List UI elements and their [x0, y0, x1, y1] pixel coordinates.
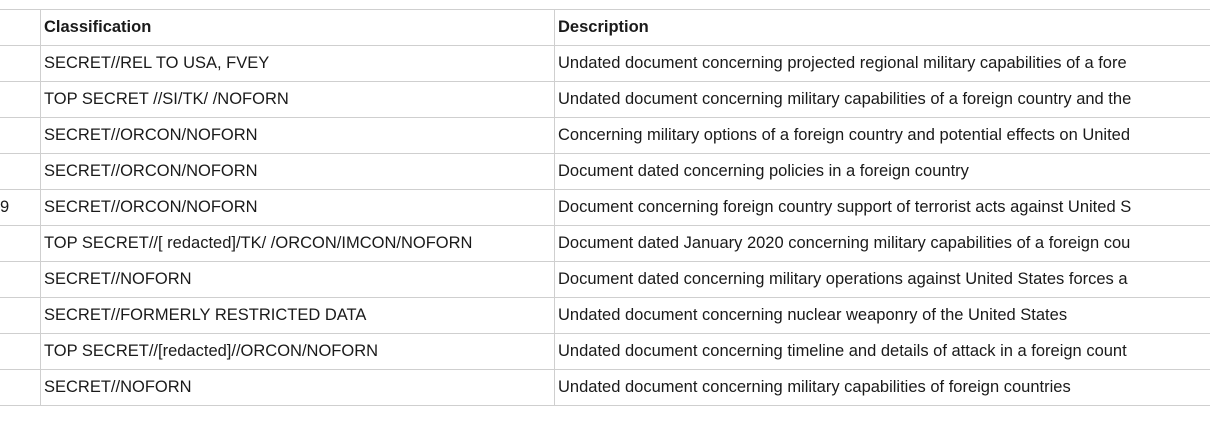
table-header [0, 10, 1210, 46]
row-classification: SECRET//ORCON/NOFORN [41, 118, 555, 154]
table-row [0, 118, 1210, 154]
row-classification: SECRET//FORMERLY RESTRICTED DATA [41, 298, 555, 334]
row-number [0, 154, 41, 190]
row-number [0, 82, 41, 118]
row-classification: SECRET//NOFORN [41, 262, 555, 298]
row-classification: SECRET//REL TO USA, FVEY [41, 46, 555, 82]
table-row [0, 190, 1210, 226]
table-row [0, 370, 1210, 406]
table-body [0, 46, 1210, 406]
row-number [0, 370, 41, 406]
header-number [0, 10, 41, 46]
header-description: Description [555, 10, 1210, 46]
row-description: Concerning military options of a foreign country and potential effects on United [555, 118, 1210, 154]
row-description: Undated document concerning nuclear weaponry of the United States [555, 298, 1210, 334]
row-description: Undated document concerning military capabilities of foreign countries [555, 370, 1210, 406]
table-row [0, 226, 1210, 262]
row-number [0, 118, 41, 154]
row-number [0, 262, 41, 298]
row-description: Undated document concerning projected regional military capabilities of a fore [555, 46, 1210, 82]
header-row [0, 10, 1210, 46]
row-classification: TOP SECRET//[redacted]//ORCON/NOFORN [41, 334, 555, 370]
row-number [0, 298, 41, 334]
table-row [0, 262, 1210, 298]
row-number: 9 [0, 190, 41, 226]
row-description: Undated document concerning timeline and details of attack in a foreign count [555, 334, 1210, 370]
row-description: Document concerning foreign country support of terrorist acts against United S [555, 190, 1210, 226]
table-row [0, 154, 1210, 190]
row-number [0, 334, 41, 370]
row-description: Document dated concerning policies in a foreign country [555, 154, 1210, 190]
table-row [0, 46, 1210, 82]
row-description: Document dated concerning military operations against United States forces a [555, 262, 1210, 298]
row-classification: SECRET//ORCON/NOFORN [41, 154, 555, 190]
row-classification: SECRET//NOFORN [41, 370, 555, 406]
row-classification: SECRET//ORCON/NOFORN [41, 190, 555, 226]
row-number [0, 46, 41, 82]
row-number [0, 226, 41, 262]
header-classification: Classification [41, 10, 555, 46]
row-classification: TOP SECRET //SI/TK/ /NOFORN [41, 82, 555, 118]
table-row [0, 334, 1210, 370]
row-classification: TOP SECRET//[ redacted]/TK/ /ORCON/IMCON/NOFORN [41, 226, 555, 262]
row-description: Undated document concerning military capabilities of a foreign country and the [555, 82, 1210, 118]
table-row [0, 298, 1210, 334]
documents-table [0, 9, 1210, 406]
table-row [0, 82, 1210, 118]
row-description: Document dated January 2020 concerning military capabilities of a foreign cou [555, 226, 1210, 262]
